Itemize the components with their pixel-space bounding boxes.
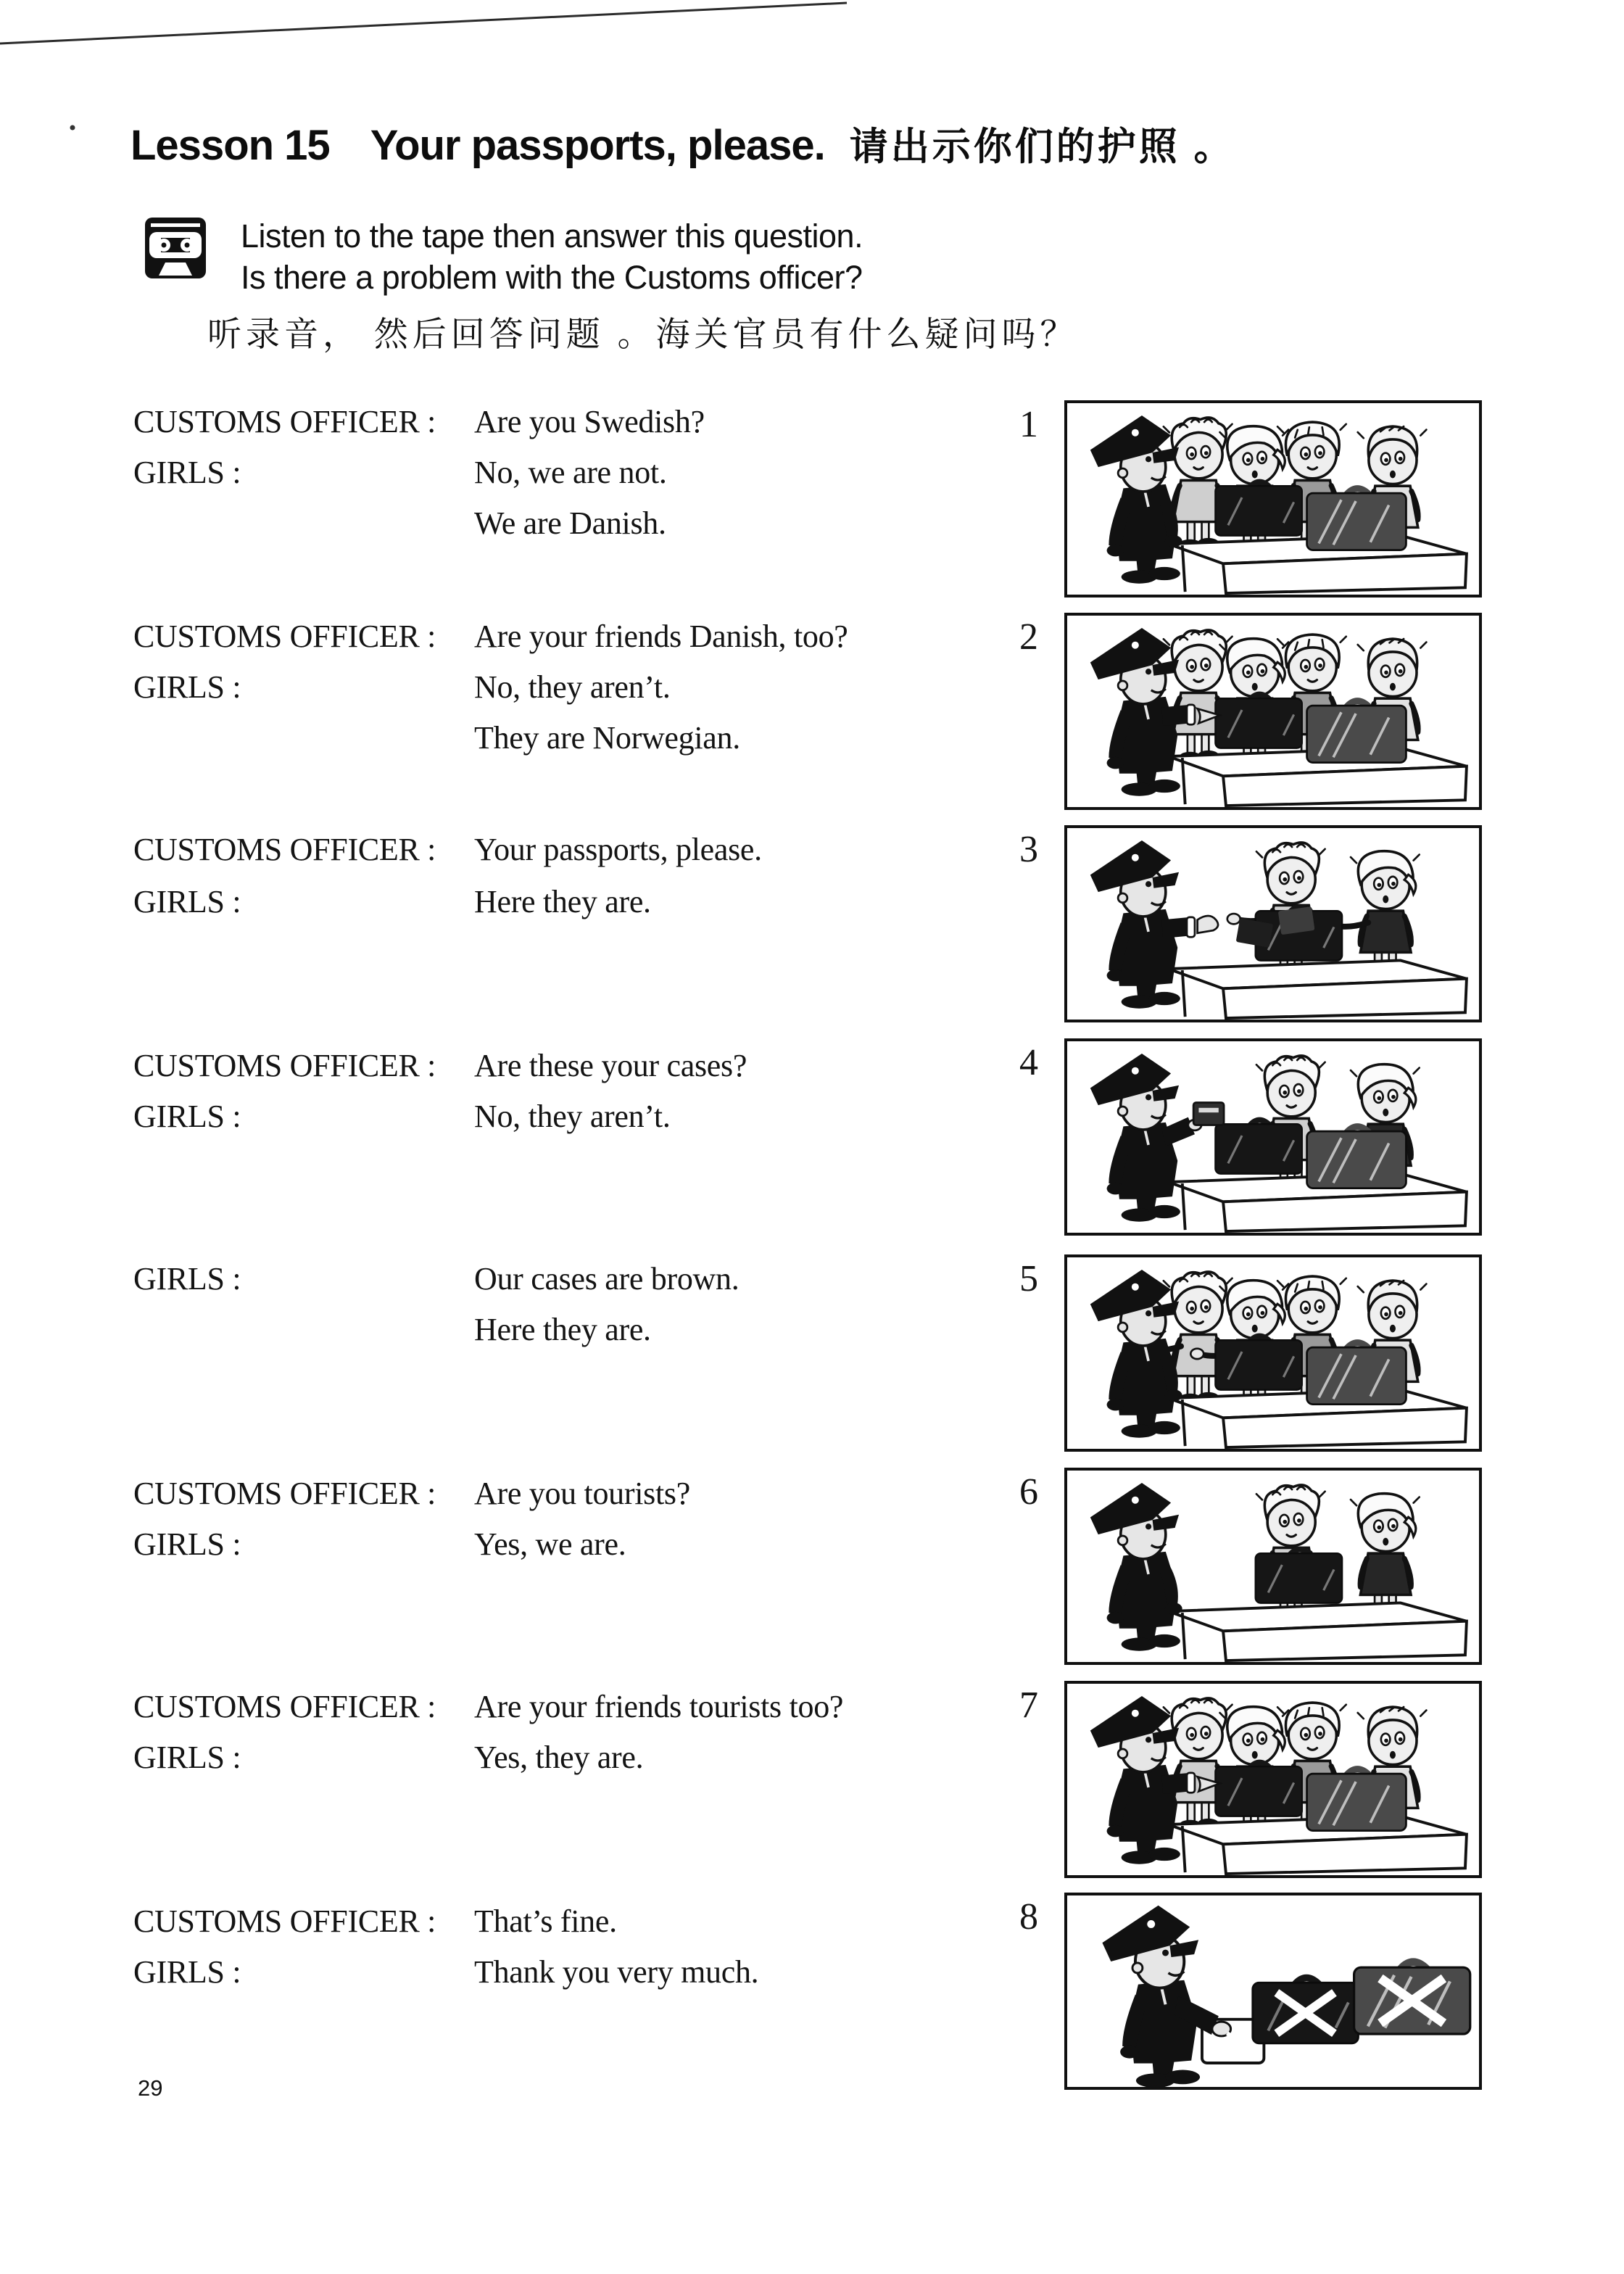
panel-number: 4 (1019, 1042, 1038, 1083)
instruction-line-chinese: 听录音， 然后回答问题 。海关官员有什么疑问吗？ (207, 316, 1079, 354)
lesson-title-english: Your passports, please. (370, 122, 825, 169)
speaker-label: GIRLS : (133, 1099, 241, 1134)
dialogue-line (133, 1903, 1061, 1946)
panel-illustration (1067, 1257, 1479, 1449)
dialogue-line (133, 1475, 1061, 1518)
dialogue-text: Yes, they are. (474, 1740, 644, 1775)
speaker-label: GIRLS : (133, 1261, 241, 1297)
comic-panel-3 (1064, 825, 1482, 1022)
speaker-label: CUSTOMS OFFICER : (133, 1476, 436, 1511)
dialogue-text: Our cases are brown. (474, 1261, 740, 1297)
dialogue-line (133, 1047, 1061, 1091)
dialogue-text: No, they aren’t. (474, 669, 671, 705)
panel-number: 3 (1019, 829, 1038, 870)
panel-illustration (1067, 1041, 1479, 1233)
dialogue-line (133, 1098, 1061, 1141)
instruction-line-1: Listen to the tape then answer this question. (241, 218, 863, 255)
speaker-label: GIRLS : (133, 669, 241, 705)
dialogue-line (133, 1739, 1061, 1782)
page-number: 29 (138, 2075, 163, 2101)
panel-illustration (1067, 828, 1479, 1020)
speaker-label: GIRLS : (133, 455, 241, 490)
dialogue-line (133, 669, 1061, 712)
dialogue-text: That’s fine. (474, 1903, 617, 1939)
panel-illustration (1067, 403, 1479, 595)
panel-number: 2 (1019, 616, 1038, 658)
dialogue-line (133, 1953, 1061, 1997)
dialogue-text: We are Danish. (474, 505, 666, 541)
panel-number: 1 (1019, 404, 1038, 445)
speaker-label: GIRLS : (133, 1954, 241, 1990)
dialogue-line (133, 403, 1061, 447)
dialogue-text: Are these your cases? (474, 1048, 747, 1083)
panel-illustration (1067, 1895, 1479, 2087)
dialogue-line (133, 1260, 1061, 1304)
speaker-label: CUSTOMS OFFICER : (133, 832, 436, 867)
page-title (130, 116, 1235, 171)
panel-number: 7 (1019, 1684, 1038, 1726)
dialogue-text: Are your friends tourists too? (474, 1689, 844, 1724)
speaker-label: GIRLS : (133, 1740, 241, 1775)
dialogue-line (133, 618, 1061, 661)
panel-number: 8 (1019, 1896, 1038, 1938)
comic-panel-5 (1064, 1254, 1482, 1452)
panel-illustration (1067, 616, 1479, 807)
panel-number: 5 (1019, 1258, 1038, 1299)
dialogue-text: Yes, we are. (474, 1526, 626, 1562)
dialogue-text: Here they are. (474, 884, 651, 919)
dialogue-line (133, 1688, 1061, 1732)
comic-panel-4 (1064, 1038, 1482, 1236)
speaker-label: CUSTOMS OFFICER : (133, 1048, 436, 1083)
dialogue-text: Are you Swedish? (474, 404, 705, 439)
dialogue-line (133, 883, 1061, 927)
comic-panel-2 (1064, 613, 1482, 810)
speaker-label: CUSTOMS OFFICER : (133, 1689, 436, 1724)
dialogue-line (133, 454, 1061, 497)
dialogue-text: Are you tourists? (474, 1476, 690, 1511)
dialogue-line (133, 831, 1061, 875)
dialogue-text: Thank you very much. (474, 1954, 759, 1990)
dialogue-text: They are Norwegian. (474, 720, 740, 756)
dialogue-text: No, we are not. (474, 455, 667, 490)
dialogue-line (133, 505, 1061, 548)
dialogue-line (133, 719, 1061, 763)
dialogue-line (133, 1526, 1061, 1569)
speaker-label: CUSTOMS OFFICER : (133, 1903, 436, 1939)
panel-illustration (1067, 1471, 1479, 1662)
speaker-label: CUSTOMS OFFICER : (133, 404, 436, 439)
dialogue-text: Are your friends Danish, too? (474, 619, 848, 654)
dialogue-line (133, 1311, 1061, 1355)
speaker-label: CUSTOMS OFFICER : (133, 619, 436, 654)
speaker-label: GIRLS : (133, 1526, 241, 1562)
comic-panel-7 (1064, 1681, 1482, 1878)
dialogue-text: Your passports, please. (474, 832, 762, 867)
speaker-label: GIRLS : (133, 884, 241, 919)
cassette-icon (144, 215, 207, 281)
dialogue-text: Here they are. (474, 1312, 651, 1347)
panel-illustration (1067, 1684, 1479, 1875)
lesson-title-chinese: 请出示你们的护照 。 (849, 125, 1235, 168)
dialogue-text: No, they aren’t. (474, 1099, 671, 1134)
lesson-number: Lesson 15 (130, 122, 330, 169)
instruction-line-2: Is there a problem with the Customs officer? (241, 259, 863, 296)
comic-panel-8 (1064, 1893, 1482, 2090)
comic-panel-1 (1064, 400, 1482, 598)
panel-number: 6 (1019, 1471, 1038, 1513)
comic-panel-6 (1064, 1468, 1482, 1665)
